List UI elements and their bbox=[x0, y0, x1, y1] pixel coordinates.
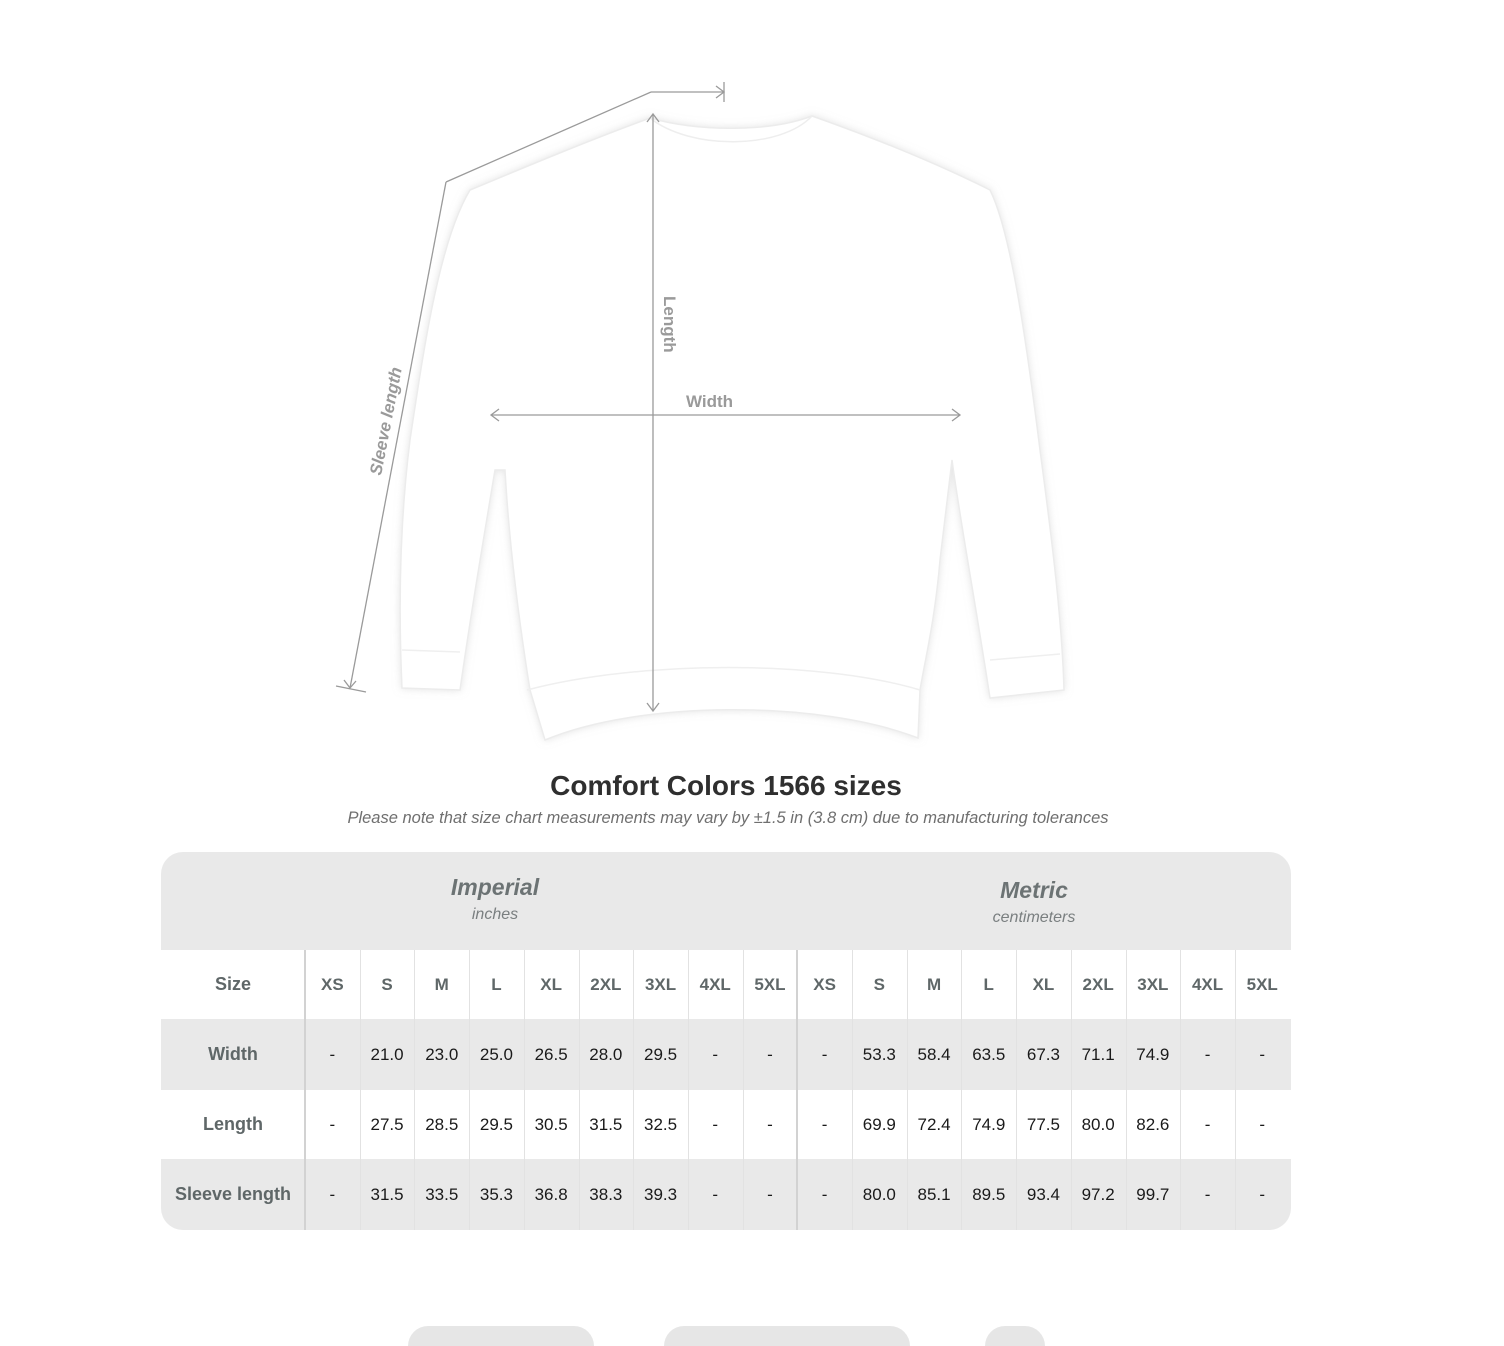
table-cell-metric: - bbox=[1259, 1044, 1266, 1064]
next-section-shape bbox=[985, 1326, 1045, 1346]
imperial-title: Imperial bbox=[450, 874, 540, 900]
table-cell-metric: 63.5 bbox=[972, 1044, 1006, 1064]
column-divider bbox=[1235, 950, 1236, 1230]
table-cell-imperial: - bbox=[712, 1044, 719, 1064]
table-row bbox=[161, 1019, 1291, 1090]
table-cell-metric: 85.1 bbox=[917, 1184, 951, 1204]
page-title: Comfort Colors 1566 sizes bbox=[550, 770, 902, 801]
table-cell-imperial: 28.0 bbox=[589, 1044, 623, 1064]
column-divider bbox=[1071, 950, 1072, 1230]
table-cell-metric: 58.4 bbox=[917, 1044, 951, 1064]
table-cell-imperial: 29.5 bbox=[479, 1114, 513, 1134]
table-cell-imperial: 27.5 bbox=[370, 1114, 404, 1134]
metric-title: Metric bbox=[1000, 877, 1068, 903]
table-cell-imperial: 21.0 bbox=[370, 1044, 404, 1064]
table-cell-metric: 80.0 bbox=[1081, 1114, 1115, 1134]
table-cell-metric: - bbox=[1259, 1184, 1266, 1204]
table-cell-metric: 71.1 bbox=[1081, 1044, 1115, 1064]
table-cell-metric: - bbox=[1204, 1044, 1211, 1064]
size-header-imperial: M bbox=[434, 974, 449, 994]
size-header-imperial: XL bbox=[540, 974, 562, 994]
sleeve-length-label: Sleeve length bbox=[366, 365, 406, 477]
table-cell-imperial: - bbox=[712, 1184, 719, 1204]
table-cell-metric: - bbox=[821, 1114, 828, 1134]
table-cell-metric: 72.4 bbox=[917, 1114, 951, 1134]
table-cell-imperial: 39.3 bbox=[643, 1184, 678, 1204]
size-header-metric: 3XL bbox=[1137, 974, 1169, 994]
table-cell-metric: 99.7 bbox=[1136, 1184, 1170, 1204]
table-cell-imperial: 29.5 bbox=[643, 1044, 678, 1064]
table-cell-imperial: 30.5 bbox=[534, 1114, 568, 1134]
table-cell-imperial: 36.8 bbox=[534, 1184, 568, 1204]
table-cell-imperial: - bbox=[329, 1184, 336, 1204]
column-divider bbox=[524, 950, 525, 1230]
size-header-row bbox=[161, 950, 1291, 1019]
row-label: Sleeve length bbox=[174, 1184, 292, 1204]
table-cell-metric: 97.2 bbox=[1081, 1184, 1115, 1204]
column-divider-major bbox=[304, 950, 306, 1230]
column-divider bbox=[633, 950, 634, 1230]
next-section-shape bbox=[664, 1326, 910, 1346]
metric-unit: centimeters bbox=[992, 909, 1076, 926]
table-cell-metric: 89.5 bbox=[972, 1184, 1006, 1204]
table-cell-metric: 82.6 bbox=[1136, 1114, 1170, 1134]
table-cell-imperial: - bbox=[329, 1044, 336, 1064]
table-cell-imperial: 38.3 bbox=[589, 1184, 623, 1204]
imperial-unit: inches bbox=[471, 906, 519, 923]
row-label: Length bbox=[203, 1114, 263, 1134]
table-cell-imperial: - bbox=[767, 1184, 773, 1204]
table-cell-metric: - bbox=[821, 1184, 828, 1204]
table-cell-imperial: 25.0 bbox=[479, 1044, 513, 1064]
imperial-header bbox=[305, 874, 685, 924]
table-cell-metric: 74.9 bbox=[1136, 1044, 1170, 1064]
column-divider bbox=[360, 950, 361, 1230]
column-divider-major bbox=[796, 950, 798, 1230]
width-label: Width bbox=[686, 392, 734, 411]
table-cell-metric: 69.9 bbox=[862, 1114, 896, 1134]
metric-header bbox=[799, 877, 1269, 927]
table-cell-imperial: 26.5 bbox=[534, 1044, 568, 1064]
size-header-imperial: 5XL bbox=[754, 974, 786, 994]
column-divider bbox=[907, 950, 908, 1230]
table-cell-metric: 74.9 bbox=[972, 1114, 1006, 1134]
table-row bbox=[161, 1090, 1291, 1159]
column-divider bbox=[1126, 950, 1127, 1230]
table-cell-imperial: 33.5 bbox=[425, 1184, 459, 1204]
table-cell-metric: 67.3 bbox=[1026, 1044, 1060, 1064]
size-header-metric: M bbox=[926, 974, 942, 994]
table-cell-metric: 77.5 bbox=[1026, 1114, 1060, 1134]
sweatshirt-image bbox=[400, 116, 1064, 740]
table-cell-imperial: - bbox=[712, 1114, 719, 1134]
size-header-imperial: S bbox=[381, 974, 393, 994]
unit-header bbox=[161, 852, 1291, 950]
table-cell-metric: 93.4 bbox=[1026, 1184, 1060, 1204]
column-divider bbox=[688, 950, 689, 1230]
column-divider bbox=[743, 950, 744, 1230]
size-header-metric: XS bbox=[813, 974, 836, 994]
size-header-imperial: 4XL bbox=[699, 974, 731, 994]
table-cell-imperial: - bbox=[329, 1114, 336, 1134]
size-header-metric: L bbox=[983, 974, 994, 994]
length-label: Length bbox=[660, 296, 679, 353]
size-header-imperial: XS bbox=[321, 974, 344, 994]
column-divider bbox=[852, 950, 853, 1230]
size-table bbox=[161, 852, 1291, 1230]
table-cell-imperial: 28.5 bbox=[425, 1114, 459, 1134]
table-cell-imperial: 23.0 bbox=[425, 1044, 459, 1064]
table-cell-metric: - bbox=[821, 1044, 828, 1064]
table-cell-imperial: 31.5 bbox=[589, 1114, 623, 1134]
column-divider bbox=[579, 950, 580, 1230]
size-header-imperial: 2XL bbox=[590, 974, 622, 994]
column-divider bbox=[414, 950, 415, 1230]
tolerance-note: Please note that size chart measurements may vary by ±1.5 in (3.8 cm) due to manufacturing tolerances bbox=[347, 809, 1109, 827]
column-divider bbox=[961, 950, 962, 1230]
size-header-imperial: L bbox=[491, 974, 502, 994]
size-header-imperial: 3XL bbox=[644, 974, 677, 994]
table-cell-imperial: 35.3 bbox=[479, 1184, 513, 1204]
table-cell-imperial: - bbox=[767, 1114, 773, 1134]
table-cell-metric: - bbox=[1204, 1184, 1211, 1204]
row-label-size: Size bbox=[214, 974, 252, 994]
row-label: Width bbox=[208, 1044, 258, 1064]
next-section-shape bbox=[408, 1326, 594, 1346]
size-header-metric: 4XL bbox=[1191, 974, 1224, 994]
column-divider bbox=[1016, 950, 1017, 1230]
table-cell-metric: - bbox=[1204, 1114, 1211, 1134]
size-header-metric: 5XL bbox=[1246, 974, 1278, 994]
table-cell-metric: 80.0 bbox=[862, 1184, 896, 1204]
table-cell-imperial: 32.5 bbox=[643, 1114, 678, 1134]
table-cell-imperial: 31.5 bbox=[370, 1184, 404, 1204]
table-cell-metric: 53.3 bbox=[862, 1044, 896, 1064]
size-header-metric: 2XL bbox=[1082, 974, 1114, 994]
column-divider bbox=[469, 950, 470, 1230]
column-divider bbox=[1180, 950, 1181, 1230]
size-header-metric: XL bbox=[1032, 974, 1055, 994]
table-row bbox=[161, 1159, 1291, 1230]
table-cell-imperial: - bbox=[767, 1044, 773, 1064]
table-cell-metric: - bbox=[1259, 1114, 1266, 1134]
size-header-metric: S bbox=[873, 974, 886, 994]
